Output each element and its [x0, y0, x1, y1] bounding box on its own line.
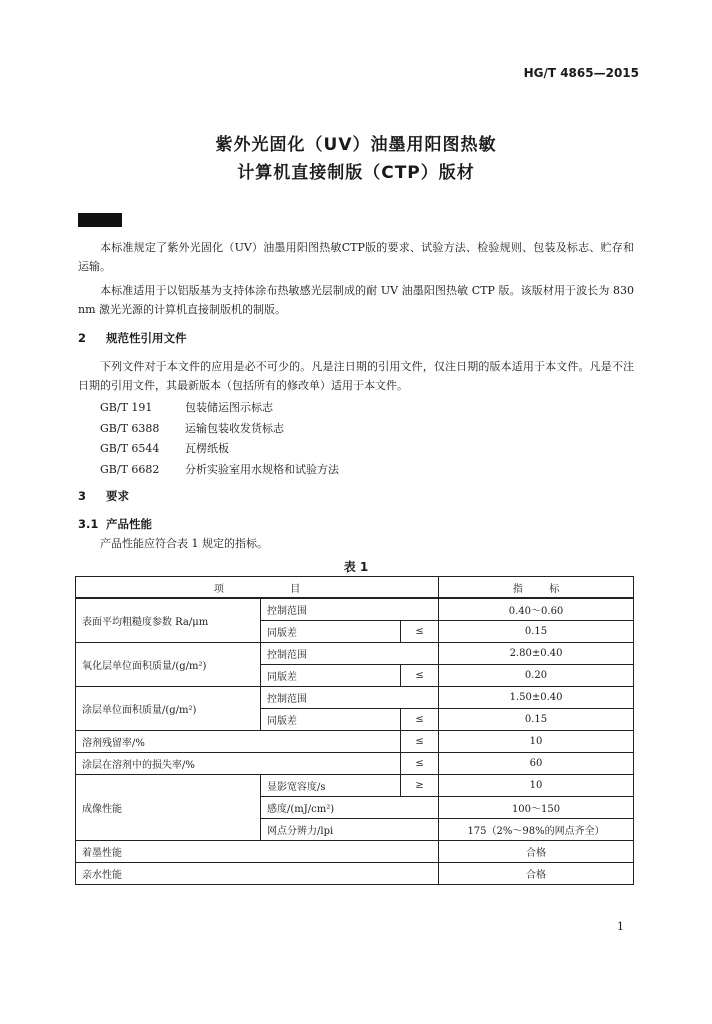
table-row — [76, 687, 634, 709]
reference-item — [100, 461, 339, 477]
section-number: 2 — [78, 331, 87, 345]
row-symbol: ≤ — [401, 621, 439, 643]
table-row — [76, 731, 634, 753]
header-item — [76, 577, 439, 599]
water-label: 亲水性能 — [76, 863, 439, 885]
standard-code: HG/T 4865—2015 — [523, 66, 639, 80]
section-title: 产品性能 — [106, 517, 152, 531]
header-index — [439, 577, 634, 599]
row-symbol: ≤ — [401, 709, 439, 731]
imaging-label: 成像性能 — [76, 775, 261, 841]
section-number: 3.1 — [78, 517, 99, 531]
reference-code: GB/T 191 — [100, 401, 153, 414]
scope-paragraph-2: 本标准适用于以铝版基为支持体涂布热敏感光层制成的耐 UV 油墨阳图热敏 CTP 版。该版材用于波长为 830 nm 激光光源的计算机直接制版机的制版。 — [78, 284, 634, 316]
row-sublabel: 网点分辨力/lpi — [261, 819, 439, 841]
row-symbol: ≤ — [401, 753, 439, 775]
table-caption: 表 1 — [343, 560, 369, 574]
table-row — [76, 643, 634, 665]
header-item-char-1: 项 — [213, 583, 224, 595]
reference-title: 运输包装收发货标志 — [185, 422, 284, 435]
reference-item — [100, 399, 273, 415]
roughness-label: 表面平均粗糙度参数 Ra/μm — [76, 598, 261, 643]
table-row — [76, 753, 634, 775]
section-3-heading — [78, 488, 129, 504]
row-sublabel: 控制范围 — [261, 687, 439, 709]
section-1-marker — [78, 213, 122, 227]
row-symbol: ≤ — [401, 731, 439, 753]
row-value: 175（2%～98%的网点齐全） — [439, 819, 634, 841]
table-row — [76, 863, 634, 885]
row-value: 合格 — [439, 841, 634, 863]
section-3-1-paragraph: 产品性能应符合表 1 规定的指标。 — [100, 537, 268, 550]
header-index-char-1: 指 — [512, 583, 523, 595]
section-title: 要求 — [106, 489, 129, 503]
document-title-line-2: 计算机直接制版（CTP）版材 — [237, 163, 475, 183]
row-sublabel: 显影宽容度/s — [261, 775, 401, 797]
row-value: 1.50±0.40 — [439, 687, 634, 709]
table-row — [76, 598, 634, 621]
row-sublabel: 控制范围 — [261, 598, 439, 621]
table-header-row — [76, 577, 634, 599]
section-2-heading — [78, 330, 187, 346]
reference-code: GB/T 6682 — [100, 463, 160, 476]
spec-table — [75, 576, 634, 885]
table-row — [76, 841, 634, 863]
row-value: 合格 — [439, 863, 634, 885]
header-index-char-2: 标 — [549, 583, 560, 595]
row-value: 0.15 — [439, 709, 634, 731]
row-symbol: ≥ — [401, 775, 439, 797]
row-sublabel: 同版差 — [261, 621, 401, 643]
section-3-1-heading — [78, 516, 152, 532]
page-number: 1 — [617, 920, 624, 933]
table-row — [76, 775, 634, 797]
section-2-paragraph: 下列文件对于本文件的应用是必不可少的。凡是注日期的引用文件，仅注日期的版本适用于本文件。凡是不注日期的引用文件，其最新版本（包括所有的修改单）适用于本文件。 — [78, 360, 634, 392]
row-value: 0.40～0.60 — [439, 598, 634, 621]
reference-item — [100, 420, 284, 436]
row-symbol: ≤ — [401, 665, 439, 687]
row-value: 0.15 — [439, 621, 634, 643]
reference-title: 包装储运图示标志 — [185, 401, 273, 414]
header-item-char-2: 目 — [290, 583, 301, 595]
section-number: 3 — [78, 489, 87, 503]
row-sublabel: 感度/(mJ/cm²) — [261, 797, 439, 819]
row-value: 2.80±0.40 — [439, 643, 634, 665]
row-value: 0.20 — [439, 665, 634, 687]
oxide-label: 氧化层单位面积质量/(g/m²) — [76, 643, 261, 687]
row-value: 10 — [439, 731, 634, 753]
reference-item — [100, 440, 229, 456]
scope-paragraph-1: 本标准规定了紫外光固化（UV）油墨用阳图热敏CTP版的要求、试验方法、检验规则、包装及标志、贮存和运输。 — [78, 241, 634, 273]
section-title: 规范性引用文件 — [106, 331, 187, 345]
solvent-loss-label: 涂层在溶剂中的损失率/% — [76, 753, 401, 775]
row-value: 10 — [439, 775, 634, 797]
row-value: 60 — [439, 753, 634, 775]
document-title-line-1: 紫外光固化（UV）油墨用阳图热敏 — [215, 135, 497, 155]
row-value: 100～150 — [439, 797, 634, 819]
row-sublabel: 控制范围 — [261, 643, 439, 665]
row-sublabel: 同版差 — [261, 665, 401, 687]
row-sublabel: 同版差 — [261, 709, 401, 731]
ink-label: 着墨性能 — [76, 841, 439, 863]
coating-label: 涂层单位面积质量/(g/m²) — [76, 687, 261, 731]
reference-code: GB/T 6388 — [100, 422, 160, 435]
reference-code: GB/T 6544 — [100, 442, 160, 455]
solvent-residue-label: 溶剂残留率/% — [76, 731, 401, 753]
reference-title: 分析实验室用水规格和试验方法 — [185, 463, 339, 476]
reference-title: 瓦楞纸板 — [185, 442, 229, 455]
